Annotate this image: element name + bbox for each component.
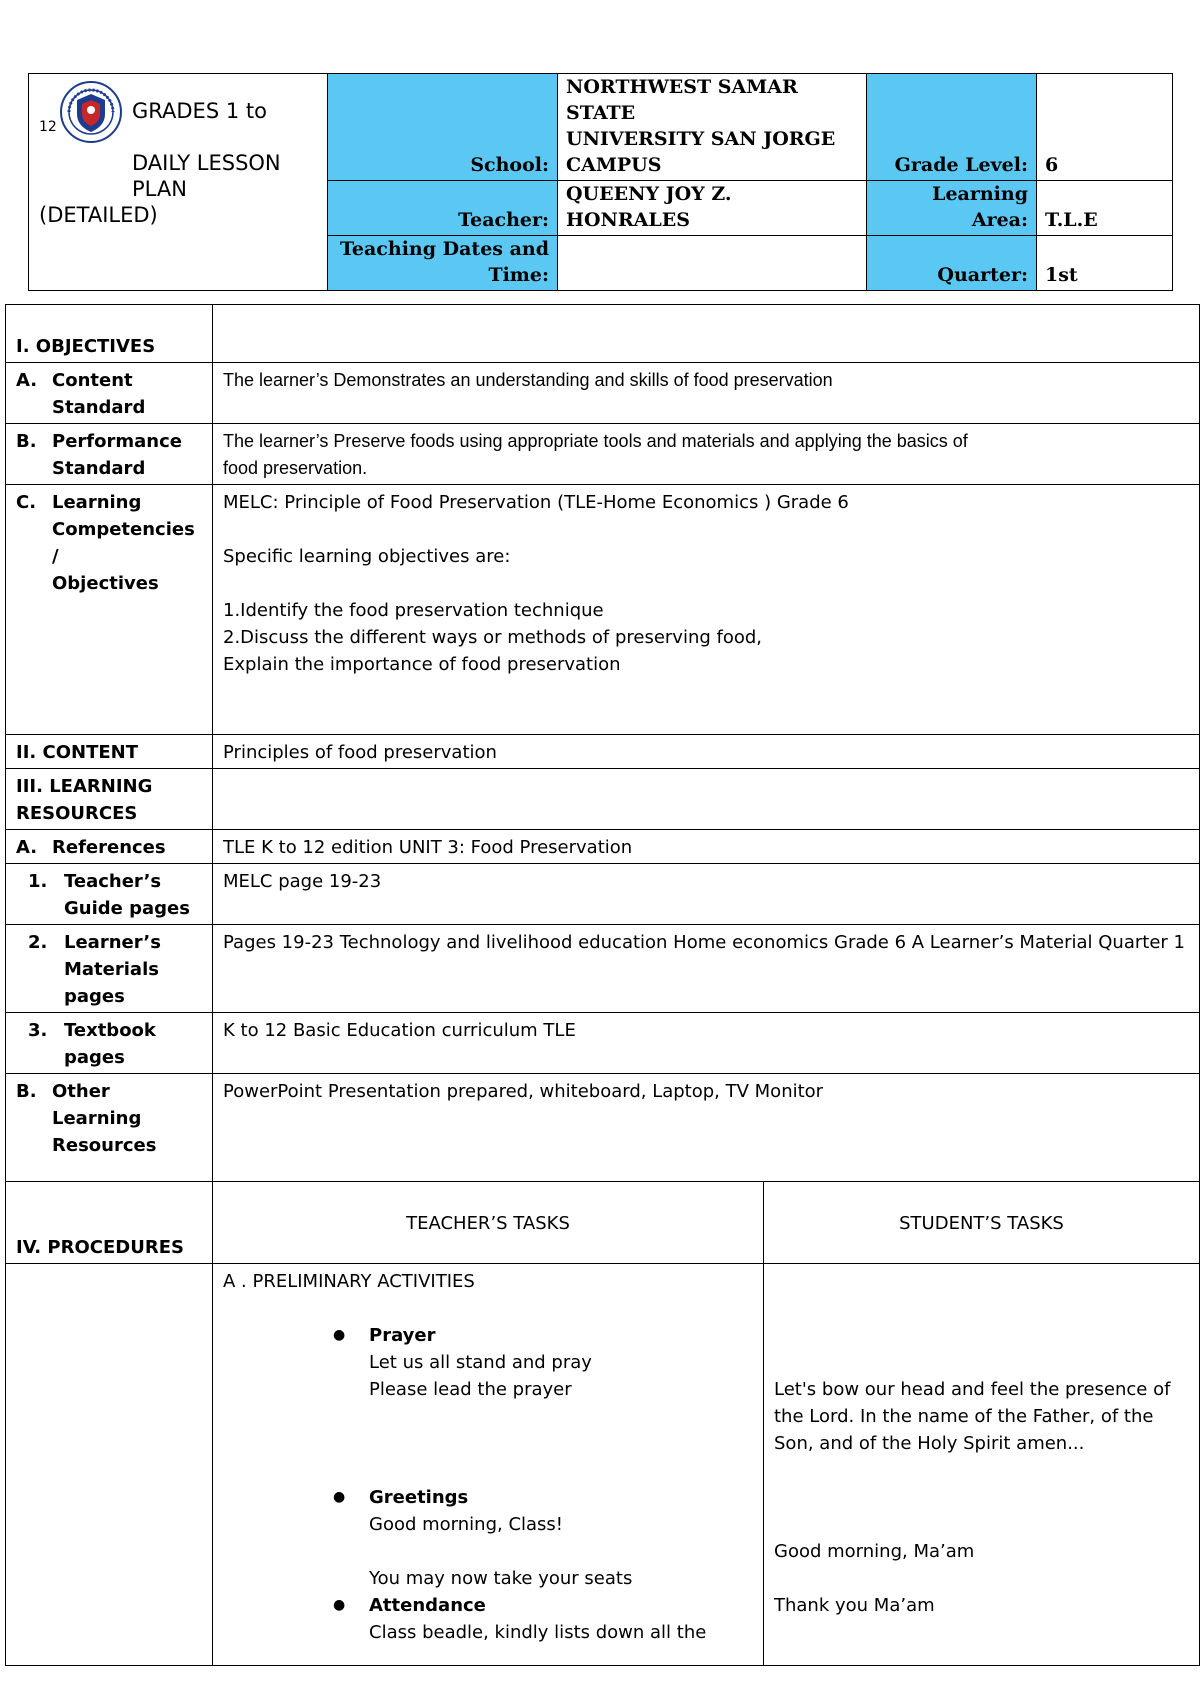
objective-3: Explain the importance of food preservation: [223, 654, 621, 675]
melc-line: MELC: Principle of Food Preservation (TLE-Home Economics ) Grade 6: [223, 492, 849, 513]
procedures-blank: [6, 1264, 213, 1666]
teachers-guide-label: 1. Teacher’s Guide pages: [6, 864, 213, 925]
title-line-4: (DETAILED): [39, 203, 158, 227]
performance-standard-text: The learner’s Preserve foods using appropriate tools and materials and applying the basics of food preservation.: [213, 424, 1200, 485]
other-resources-label: B. Other Learning Resources: [6, 1074, 213, 1182]
content-text: Principles of food preservation: [213, 735, 1200, 769]
student-tasks-body: [764, 1264, 1200, 1666]
objectives-heading-blank: [213, 305, 1200, 363]
attendance-item: ● Attendance: [223, 1592, 753, 1619]
other-resources-text: PowerPoint Presentation prepared, whiteboard, Laptop, TV Monitor: [213, 1074, 1200, 1182]
student-prayer-1: Let's bow our head and feel the presence of: [774, 1379, 1171, 1400]
grade-label: Grade Level:: [867, 74, 1037, 181]
student-prayer-3: Son, and of the Holy Spirit amen...: [774, 1433, 1085, 1454]
procedures-heading: IV. PROCEDURES: [6, 1182, 213, 1264]
attendance-line-1: Class beadle, kindly lists down all the: [369, 1622, 707, 1643]
dates-value: [558, 236, 867, 291]
teachers-guide-text: MELC page 19-23: [213, 864, 1200, 925]
student-thanks: Thank you Ma’am: [774, 1595, 935, 1616]
objective-2: 2.Discuss the different ways or methods of preserving food,: [223, 627, 763, 648]
teacher-value: QUEENY JOY Z. HONRALES: [558, 181, 867, 236]
bullet-dot-icon: ●: [333, 1327, 346, 1343]
references-text: TLE K to 12 edition UNIT 3: Food Preservation: [213, 830, 1200, 864]
quarter-value: 1st: [1037, 236, 1173, 291]
title-line-2: DAILY LESSON: [132, 151, 281, 175]
textbook-label: 3. Textbook pages: [6, 1013, 213, 1074]
area-label: Learning Area:: [867, 181, 1037, 236]
school-value: NORTHWEST SAMAR STATE UNIVERSITY SAN JORGE CAMPUS: [558, 74, 867, 181]
learners-materials-label: 2. Learner’s Materials pages: [6, 925, 213, 1013]
teacher-tasks-body: [213, 1264, 764, 1666]
greetings-item: ● Greetings: [223, 1484, 753, 1511]
title-line-1b: 12: [39, 119, 57, 135]
resources-heading-blank: [213, 769, 1200, 830]
school-label: School:: [328, 74, 558, 181]
deped-seal-icon: [59, 80, 123, 144]
preliminary-activities: A . PRELIMINARY ACTIVITIES: [223, 1271, 475, 1292]
quarter-label: Quarter:: [867, 236, 1037, 291]
content-heading: II. CONTENT: [6, 735, 213, 769]
resources-heading: III. LEARNING RESOURCES: [6, 769, 213, 830]
title-cell: [29, 74, 328, 291]
references-label: A. References: [6, 830, 213, 864]
bullet-dot-icon: ●: [333, 1597, 346, 1613]
title-line-1: GRADES 1 to: [132, 99, 267, 123]
content-standard-label: A. Content Standard: [6, 363, 213, 424]
prayer-item: ● Prayer: [223, 1322, 753, 1349]
performance-standard-label: B. Performance Standard: [6, 424, 213, 485]
dates-label: Teaching Dates and Time:: [328, 236, 558, 291]
content-standard-text: The learner’s Demonstrates an understanding and skills of food preservation: [213, 363, 1200, 424]
competencies-label: C. Learning Competencies / Objectives: [6, 485, 213, 735]
competencies-text: [213, 485, 1200, 735]
prayer-line-2: Please lead the prayer: [369, 1379, 572, 1400]
teacher-label: Teacher:: [328, 181, 558, 236]
grade-value: 6: [1037, 74, 1173, 181]
area-value: T.L.E: [1037, 181, 1173, 236]
student-prayer-2: the Lord. In the name of the Father, of the: [774, 1406, 1154, 1427]
title-line-3: PLAN: [132, 177, 187, 201]
textbook-text: K to 12 Basic Education curriculum TLE: [213, 1013, 1200, 1074]
lesson-plan-table: [5, 304, 1200, 1666]
bullet-dot-icon: ●: [333, 1489, 346, 1505]
specific-objectives-line: Specific learning objectives are:: [223, 546, 511, 567]
greet-line-2: You may now take your seats: [369, 1568, 633, 1589]
teacher-tasks-header: TEACHER’S TASKS: [213, 1182, 764, 1264]
header-table: [28, 73, 1173, 291]
student-tasks-header: STUDENT’S TASKS: [764, 1182, 1200, 1264]
prayer-line-1: Let us all stand and pray: [369, 1352, 592, 1373]
objective-1: 1.Identify the food preservation technique: [223, 600, 604, 621]
greet-line-1: Good morning, Class!: [369, 1514, 564, 1535]
objectives-heading: I. OBJECTIVES: [6, 305, 213, 363]
student-greeting: Good morning, Ma’am: [774, 1541, 975, 1562]
learners-materials-text: Pages 19-23 Technology and livelihood education Home economics Grade 6 A Learner’s Material Quarter 1: [213, 925, 1200, 1013]
